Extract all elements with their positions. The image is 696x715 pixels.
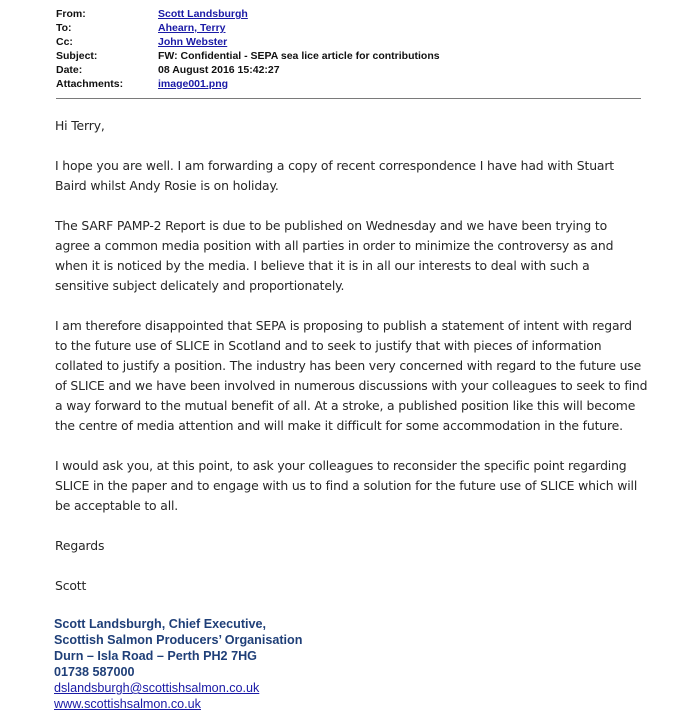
to-link[interactable]: Ahearn, Terry <box>158 22 226 34</box>
paragraph-4 <box>55 456 665 516</box>
from-link[interactable]: Scott Landsburgh <box>158 8 248 20</box>
date-value: 08 August 2016 15:42:27 <box>158 64 280 76</box>
paragraph-3-line: the centre of media attention and will make it difficult for some accommodation in the future. <box>55 418 623 433</box>
paragraph-1-line: I hope you are well. I am forwarding a copy of recent correspondence I have had with Stuart <box>55 158 614 173</box>
paragraph-2 <box>55 216 665 296</box>
paragraph-3-line: I am therefore disappointed that SEPA is proposing to publish a statement of intent with regard <box>55 318 632 333</box>
closing: Regards <box>55 538 105 553</box>
paragraph-4-line: be acceptable to all. <box>55 498 179 513</box>
cc-link[interactable]: John Webster <box>158 36 228 48</box>
signature-organisation: Scottish Salmon Producers’ Organisation <box>54 633 303 647</box>
paragraph-4-line: I would ask you, at this point, to ask your colleagues to reconsider the specific point regarding <box>55 458 627 473</box>
paragraph-3-line: to the future use of SLICE in Scotland and to seek to justify that with pieces of information <box>55 338 602 353</box>
subject-value: FW: Confidential - SEPA sea lice article for contributions <box>158 50 440 62</box>
paragraph-3-line: a way forward to the mutual benefit of all. At a stroke, a published position like this will become <box>55 398 636 413</box>
from-label: From: <box>56 8 86 20</box>
header-divider <box>56 98 641 99</box>
attachments-label: Attachments: <box>56 78 124 90</box>
paragraph-2-line: when it is noticed by the media. I believe that it is in all our interests to deal with such a <box>55 258 590 273</box>
cc-label: Cc: <box>56 36 73 48</box>
paragraph-2-line: agree a common media position with all parties in order to minimize the controversy as and <box>55 238 614 253</box>
greeting: Hi Terry, <box>55 118 105 133</box>
paragraph-3-line: of SLICE and we have been involved in numerous discussions with your colleagues to seek to find <box>55 378 648 393</box>
signature-email-link[interactable]: dslandsburgh@scottishsalmon.co.uk <box>54 681 260 695</box>
attachment-link[interactable]: image001.png <box>158 78 229 90</box>
paragraph-2-line: sensitive subject delicately and proportionately. <box>55 278 345 293</box>
signature-name-title: Scott Landsburgh, Chief Executive, <box>54 617 267 631</box>
subject-label: Subject: <box>56 50 98 62</box>
paragraph-1 <box>55 156 665 196</box>
signature-phone: 01738 587000 <box>54 665 135 679</box>
to-label: To: <box>56 22 72 34</box>
paragraph-1-line: Baird whilst Andy Rosie is on holiday. <box>55 178 279 193</box>
paragraph-4-line: SLICE in the paper and to engage with us to find a solution for the future use of SLICE which will <box>55 478 638 493</box>
paragraph-2-line: The SARF PAMP-2 Report is due to be published on Wednesday and we have been trying to <box>55 218 608 233</box>
signature-address: Durn – Isla Road – Perth PH2 7HG <box>54 649 257 663</box>
paragraph-3 <box>55 316 665 436</box>
date-label: Date: <box>56 64 83 76</box>
paragraph-3-line: collated to justify a position. The industry has been very concerned with regard to the future use <box>55 358 642 373</box>
signature-website-link[interactable]: www.scottishsalmon.co.uk <box>54 697 201 711</box>
sender-first-name: Scott <box>55 578 87 593</box>
